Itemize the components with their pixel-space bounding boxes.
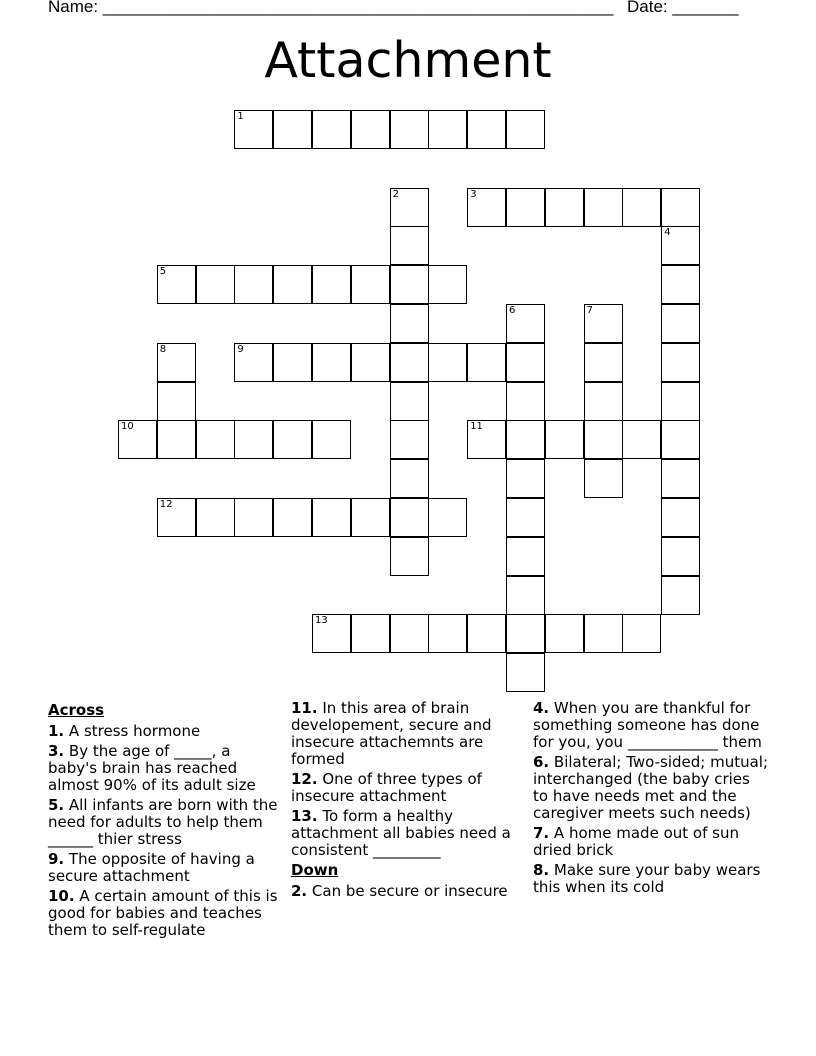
- clue-text: Bilateral; Two-sided; mutual; interchanged (the baby cries to have needs met and the caregiver meets such needs): [533, 753, 769, 822]
- clue-number-label: 10: [121, 421, 134, 433]
- clue-down-2: [291, 883, 526, 900]
- clue-across-13: [291, 808, 526, 859]
- clue-number: 7.: [533, 824, 550, 842]
- grid-cell[interactable]: [661, 304, 700, 343]
- grid-cell[interactable]: [234, 420, 273, 459]
- grid-cell[interactable]: [467, 343, 506, 382]
- clue-number: 9.: [48, 850, 65, 868]
- clue-number-label: 12: [159, 499, 173, 510]
- grid-cell[interactable]: [661, 576, 700, 615]
- clue-number: 5.: [48, 796, 65, 814]
- clue-across-10: [48, 888, 283, 939]
- clue-text: A home made out of sun dried brick: [533, 824, 739, 859]
- grid-cell[interactable]: [661, 382, 700, 421]
- grid-cell[interactable]: [661, 188, 700, 227]
- grid-cell[interactable]: [157, 420, 196, 459]
- grid-cell[interactable]: [506, 576, 545, 615]
- clue-text: In this area of brain developement, secure and insecure attachemnts are formed: [291, 699, 492, 768]
- grid-cell[interactable]: [273, 420, 312, 459]
- clue-number-label: 9: [237, 343, 244, 355]
- grid-cell[interactable]: [273, 265, 312, 304]
- clue-number-label: 6: [509, 305, 516, 316]
- clue-number: 11.: [291, 699, 318, 717]
- clue-number-label: 13: [315, 615, 328, 627]
- grid-cell[interactable]: [118, 420, 157, 459]
- grid-cell[interactable]: [312, 420, 351, 459]
- grid-cell[interactable]: [661, 265, 700, 304]
- clue-text: The opposite of having a secure attachment: [48, 850, 255, 885]
- grid-cell[interactable]: [157, 498, 196, 537]
- grid-cell[interactable]: [506, 498, 545, 537]
- grid-cell[interactable]: [351, 110, 390, 149]
- grid-cell[interactable]: [390, 265, 429, 304]
- clue-down-4: [533, 700, 768, 751]
- grid-cell[interactable]: [390, 498, 429, 537]
- grid-cell[interactable]: [428, 110, 467, 149]
- clue-number-label: 3: [470, 188, 477, 200]
- grid-cell[interactable]: [196, 498, 235, 537]
- grid-cell[interactable]: [428, 343, 467, 382]
- grid-cell[interactable]: [312, 614, 351, 653]
- grid-cell[interactable]: [273, 343, 312, 382]
- grid-cell[interactable]: [584, 343, 623, 382]
- grid-cell[interactable]: [661, 459, 700, 498]
- grid-cell[interactable]: [351, 343, 390, 382]
- clues-column-2: [291, 700, 526, 903]
- grid-cell[interactable]: [390, 420, 429, 459]
- grid-cell[interactable]: [506, 459, 545, 498]
- grid-cell[interactable]: [584, 420, 623, 459]
- grid-cell[interactable]: [506, 188, 545, 227]
- clue-across-5: [48, 797, 283, 848]
- grid-cell[interactable]: [467, 110, 506, 149]
- clue-down-7: [533, 825, 768, 859]
- grid-cell[interactable]: [622, 614, 661, 653]
- clue-text: A certain amount of this is good for babies and teaches them to self-regulate: [48, 887, 278, 939]
- clue-number-label: 1: [237, 111, 244, 122]
- clue-down-8: [533, 862, 768, 896]
- clue-down-6: [533, 754, 768, 822]
- grid-cell[interactable]: [351, 265, 390, 304]
- down-heading: Down: [291, 861, 339, 879]
- grid-cell[interactable]: [584, 382, 623, 421]
- grid-cell[interactable]: [312, 265, 351, 304]
- grid-cell[interactable]: [390, 304, 429, 343]
- puzzle-title: Attachment: [264, 32, 552, 89]
- grid-cell[interactable]: [661, 343, 700, 382]
- clue-number: 8.: [533, 861, 550, 879]
- clue-number-label: 11: [470, 421, 483, 433]
- grid-cell[interactable]: [428, 614, 467, 653]
- clue-text: All infants are born with the need for adults to help them ______ thier stress: [48, 796, 278, 848]
- grid-cell[interactable]: [661, 420, 700, 459]
- clue-text: One of three types of insecure attachment: [291, 770, 482, 805]
- clue-number: 6.: [533, 753, 550, 771]
- grid-cell[interactable]: [506, 614, 545, 653]
- grid-cell[interactable]: [390, 226, 429, 265]
- grid-cell[interactable]: [506, 382, 545, 421]
- clue-across-9: [48, 851, 283, 885]
- clue-number: 13.: [291, 807, 318, 825]
- grid-cell[interactable]: [506, 537, 545, 576]
- grid-cell[interactable]: [234, 110, 273, 149]
- grid-cell[interactable]: [545, 420, 584, 459]
- grid-cell[interactable]: [234, 265, 273, 304]
- clue-number: 12.: [291, 770, 318, 788]
- grid-cell[interactable]: [351, 498, 390, 537]
- grid-cell[interactable]: [428, 498, 467, 537]
- grid-cell[interactable]: [312, 110, 351, 149]
- clue-number-label: 5: [159, 266, 167, 278]
- grid-cell[interactable]: [545, 188, 584, 227]
- across-heading: Across: [48, 701, 105, 719]
- grid-cell[interactable]: [545, 614, 584, 653]
- grid-cell[interactable]: [506, 304, 545, 343]
- grid-cell[interactable]: [661, 226, 700, 265]
- clue-text: A stress hormone: [68, 722, 201, 740]
- grid-cell[interactable]: [234, 498, 273, 537]
- clue-number: 10.: [48, 887, 75, 905]
- clues-column-1: [48, 700, 283, 942]
- grid-cell[interactable]: [273, 110, 312, 149]
- grid-cell[interactable]: [157, 382, 196, 421]
- grid-cell[interactable]: [390, 537, 429, 576]
- clue-number: 2.: [291, 882, 308, 900]
- clue-across-3: [48, 743, 283, 794]
- grid-cell[interactable]: [157, 343, 196, 382]
- clue-text: To form a healthy attachment all babies need a consistent _________: [291, 807, 511, 859]
- clue-number-label: 2: [392, 188, 399, 200]
- clue-text: Can be secure or insecure: [311, 882, 508, 900]
- clue-number-label: 8: [159, 343, 167, 355]
- grid-cell[interactable]: [506, 420, 545, 459]
- clue-across-12: [291, 771, 526, 805]
- clues-column-3: [533, 700, 768, 899]
- grid-cell[interactable]: [467, 188, 506, 227]
- grid-cell[interactable]: [428, 265, 467, 304]
- grid-cell[interactable]: [234, 343, 273, 382]
- grid-cell[interactable]: [273, 498, 312, 537]
- grid-cell[interactable]: [390, 459, 429, 498]
- grid-cell[interactable]: [390, 614, 429, 653]
- clue-number: 1.: [48, 722, 65, 740]
- clue-text: Make sure your baby wears this when its cold: [533, 861, 761, 896]
- date-field-line[interactable]: Date: _______: [627, 0, 739, 16]
- grid-cell[interactable]: [506, 110, 545, 149]
- grid-cell[interactable]: [661, 537, 700, 576]
- grid-cell[interactable]: [390, 382, 429, 421]
- grid-cell[interactable]: [467, 420, 506, 459]
- grid-cell[interactable]: [157, 265, 196, 304]
- grid-cell[interactable]: [390, 343, 429, 382]
- clue-number-label: 4: [664, 227, 671, 239]
- grid-cell[interactable]: [622, 420, 661, 459]
- grid-cell[interactable]: [584, 459, 623, 498]
- clue-text: When you are thankful for something someone has done for you, you ____________ them: [533, 699, 762, 751]
- grid-cell[interactable]: [622, 188, 661, 227]
- grid-cell[interactable]: [196, 265, 235, 304]
- grid-cell[interactable]: [506, 343, 545, 382]
- clue-across-11: [291, 700, 526, 768]
- clue-across-1: [48, 723, 283, 740]
- grid-cell[interactable]: [390, 110, 429, 149]
- grid-cell[interactable]: [467, 614, 506, 653]
- grid-cell[interactable]: [661, 498, 700, 537]
- grid-cell[interactable]: [584, 304, 623, 343]
- grid-cell[interactable]: [312, 498, 351, 537]
- grid-cell[interactable]: [196, 420, 235, 459]
- clue-number-label: 7: [586, 305, 593, 316]
- grid-cell[interactable]: [584, 188, 623, 227]
- grid-cell[interactable]: [506, 653, 545, 692]
- clue-number: 4.: [533, 699, 550, 717]
- name-field-line[interactable]: Name: ______________________________________________________: [48, 0, 614, 16]
- grid-cell[interactable]: [312, 343, 351, 382]
- grid-cell[interactable]: [390, 188, 429, 227]
- clue-text: By the age of _____, a baby's brain has reached almost 90% of its adult size: [48, 742, 256, 794]
- grid-cell[interactable]: [584, 614, 623, 653]
- grid-cell[interactable]: [351, 614, 390, 653]
- clue-number: 3.: [48, 742, 65, 760]
